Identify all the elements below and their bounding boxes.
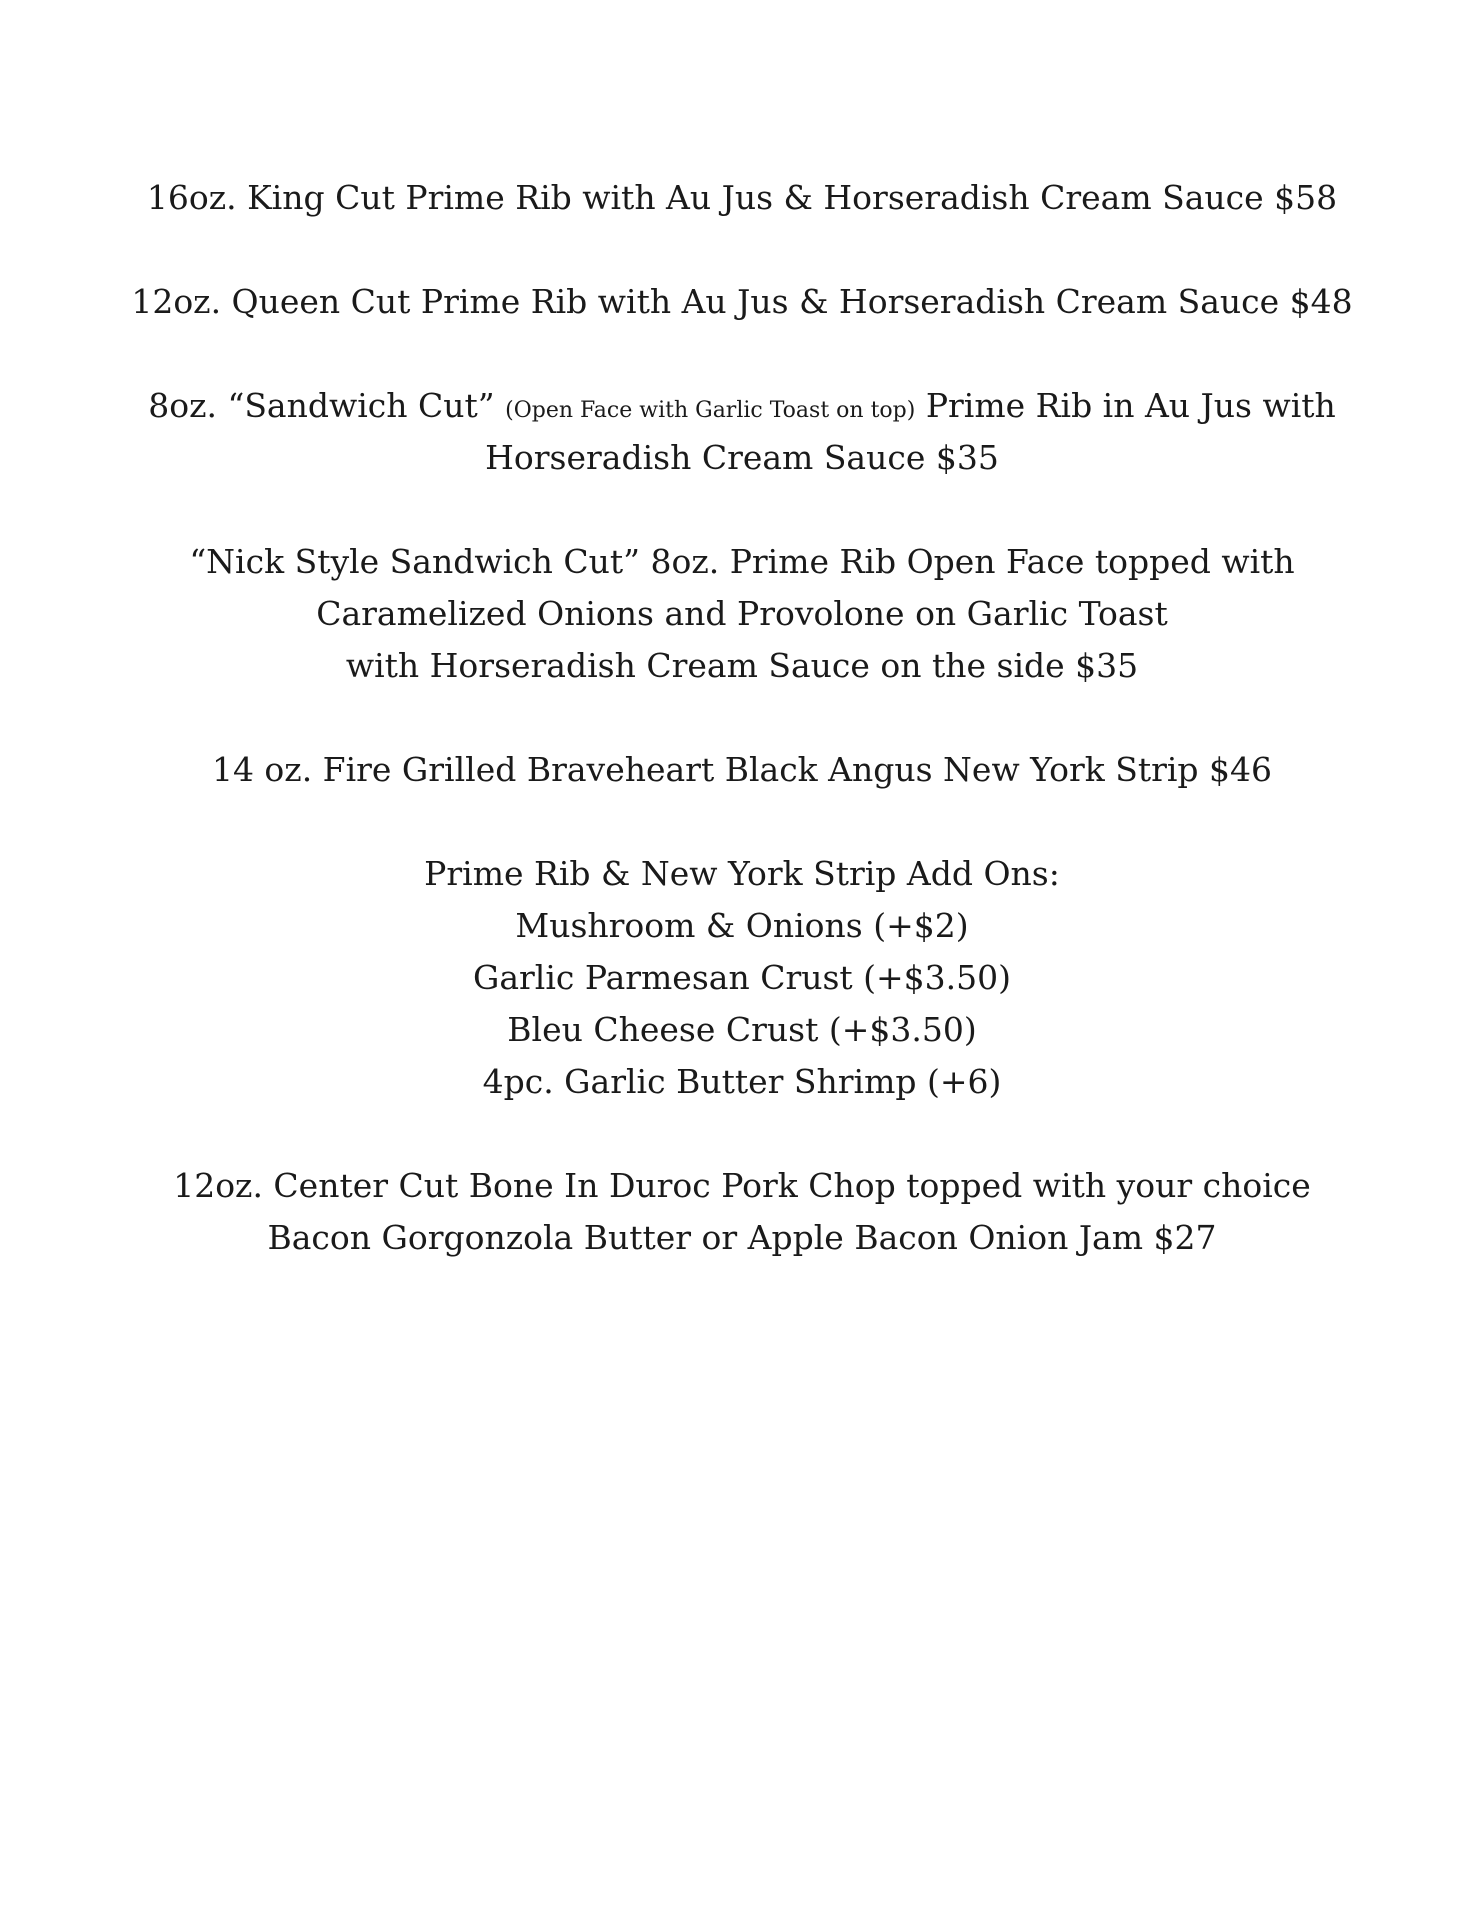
nick-style-line-1: “Nick Style Sandwich Cut” 8oz. Prime Rib Open Face topped with xyxy=(189,542,1295,581)
sandwich-cut-title: 8oz. “Sandwich Cut” xyxy=(148,386,506,425)
nick-style-line-3: with Horseradish Cream Sauce on the side $35 xyxy=(345,646,1139,685)
menu-item-sandwich-cut xyxy=(0,380,1484,432)
add-on-item: Garlic Parmesan Crust (+$3.50) xyxy=(472,958,1012,997)
spacer xyxy=(0,224,1484,276)
menu-document xyxy=(0,172,1484,1264)
menu-item-queen-cut: 12oz. Queen Cut Prime Rib with Au Jus & Horseradish Cream Sauce $48 xyxy=(131,282,1353,321)
sandwich-cut-description: Prime Rib in Au Jus with xyxy=(915,386,1336,425)
sandwich-cut-note: (Open Face with Garlic Toast on top) xyxy=(505,398,916,423)
add-on-item: 4pc. Garlic Butter Shrimp (+6) xyxy=(482,1062,1002,1101)
spacer xyxy=(0,328,1484,380)
pork-chop-line-1: 12oz. Center Cut Bone In Duroc Pork Chop topped with your choice xyxy=(173,1166,1311,1205)
spacer xyxy=(0,796,1484,848)
spacer xyxy=(0,1108,1484,1160)
add-on-item: Mushroom & Onions (+$2) xyxy=(515,906,969,945)
pork-chop-line-2: Bacon Gorgonzola Butter or Apple Bacon Onion Jam $27 xyxy=(267,1218,1217,1257)
spacer xyxy=(0,692,1484,744)
sandwich-cut-line-2: Horseradish Cream Sauce $35 xyxy=(485,438,999,477)
spacer xyxy=(0,484,1484,536)
menu-item-king-cut: 16oz. King Cut Prime Rib with Au Jus & Horseradish Cream Sauce $58 xyxy=(146,178,1338,217)
menu-item-ny-strip: 14 oz. Fire Grilled Braveheart Black Angus New York Strip $46 xyxy=(211,750,1273,789)
add-on-item: Bleu Cheese Crust (+$3.50) xyxy=(507,1010,977,1049)
nick-style-line-2: Caramelized Onions and Provolone on Garlic Toast xyxy=(316,594,1168,633)
add-ons-heading: Prime Rib & New York Strip Add Ons: xyxy=(424,854,1060,893)
